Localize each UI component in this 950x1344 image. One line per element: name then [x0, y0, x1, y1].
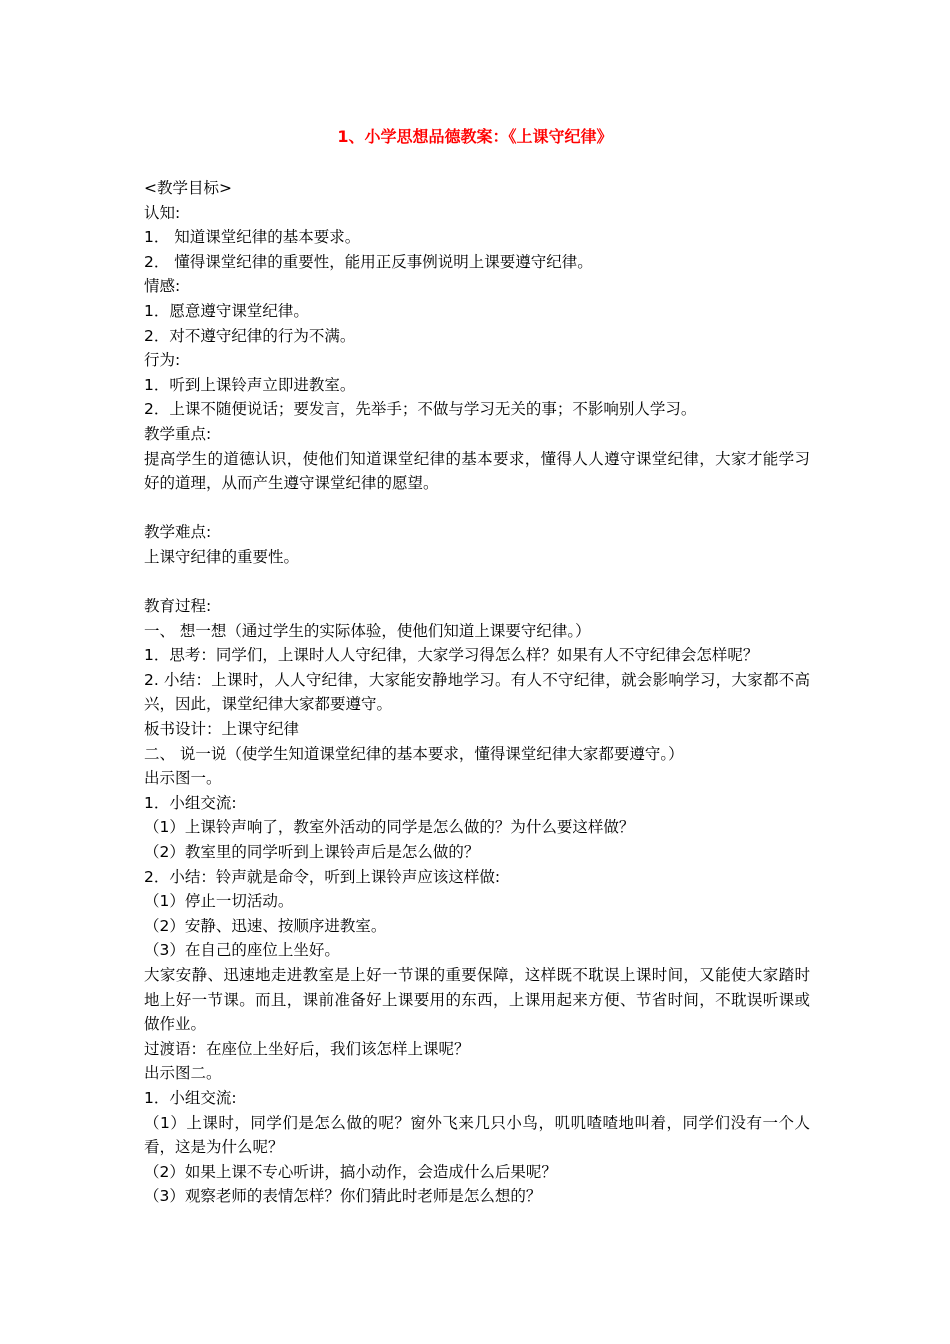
text-line: （2）教室里的同学听到上课铃声后是怎么做的？ [144, 843, 480, 862]
text-line: 认知: [144, 203, 181, 222]
paragraph: 大家安静、迅速地走进教室是上好一节课的重要保障，这样既不耽误上课时间，又能使大家踏时地上好一节课。而且，课前准备好上课要用的东西，上课用起来方便、节省时间，不耽误听课或做作业。 [144, 966, 810, 1034]
text-line: 2． 懂得课堂纪律的重要性，能用正反事例说明上课要遵守纪律。 [144, 252, 593, 271]
blank-line [144, 496, 810, 521]
text-line: 1．小组交流: [144, 1088, 237, 1107]
text-line: 一、 想一想（通过学生的实际体验，使他们知道上课要守纪律。） [144, 621, 591, 640]
text-line: 1．听到上课铃声立即进教室。 [144, 375, 356, 394]
document-title: 1、小学思想品德教案：《上课守纪律》 [337, 127, 613, 146]
text-line: （1）停止一切活动。 [144, 892, 294, 911]
text-line: <教学目标> [144, 179, 232, 197]
text-line: 教育过程: [144, 597, 212, 616]
paragraph: 2. 小结：上课时，人人守纪律，大家能安静地学习。有人不守纪律，就会影响学习，大家都不高兴，因此，课堂纪律大家都要遵守。 [144, 670, 810, 714]
paragraph: （1）上课时，同学们是怎么做的呢？窗外飞来几只小鸟，叽叽喳喳地叫着，同学们没有一个人看，这是为什么呢？ [144, 1113, 810, 1157]
text-line: （2）安静、迅速、按顺序进教室。 [144, 916, 387, 935]
text-line: （2）如果上课不专心听讲，搞小动作，会造成什么后果呢？ [144, 1162, 557, 1181]
text-line: （3）在自己的座位上坐好。 [144, 941, 340, 960]
text-line: 2．对不遵守纪律的行为不满。 [144, 326, 356, 345]
text-line: 教学重点: [144, 424, 212, 443]
text-line: 2．小结：铃声就是命令，听到上课铃声应该这样做: [144, 867, 501, 886]
text-line: 上课守纪律的重要性。 [144, 547, 300, 566]
text-line: （1）上课铃声响了，教室外活动的同学是怎么做的？为什么要这样做？ [144, 818, 635, 837]
text-line: 教学难点: [144, 523, 212, 542]
text-line: 行为: [144, 351, 181, 370]
text-line: （3）观察老师的表情怎样？你们猜此时老师是怎么想的？ [144, 1187, 542, 1206]
text-line: 板书设计：上课守纪律 [144, 720, 300, 739]
text-line: 1． 知道课堂纪律的基本要求。 [144, 228, 361, 247]
text-line: 1．思考：同学们，上课时人人守纪律，大家学习得怎么样？如果有人不守纪律会怎样呢？ [144, 646, 759, 665]
text-line: 1．愿意遵守课堂纪律。 [144, 301, 309, 320]
text-line: 二、 说一说（使学生知道课堂纪律的基本要求，懂得课堂纪律大家都要遵守。） [144, 744, 684, 763]
text-line: 情感: [144, 277, 181, 296]
text-line: 出示图一。 [144, 769, 222, 788]
text-line: 过渡语：在座位上坐好后，我们该怎样上课呢？ [144, 1039, 470, 1058]
blank-line [144, 570, 810, 595]
paragraph: 提高学生的道德认识，使他们知道课堂纪律的基本要求，懂得人人遵守课堂纪律，大家才能学习好的道理，从而产生遵守课堂纪律的愿望。 [144, 449, 810, 493]
document-body [144, 176, 810, 1209]
text-line: 出示图二。 [144, 1064, 222, 1083]
text-line: 1．小组交流: [144, 793, 237, 812]
text-line: 2．上课不随便说话；要发言，先举手；不做与学习无关的事；不影响别人学习。 [144, 400, 697, 419]
